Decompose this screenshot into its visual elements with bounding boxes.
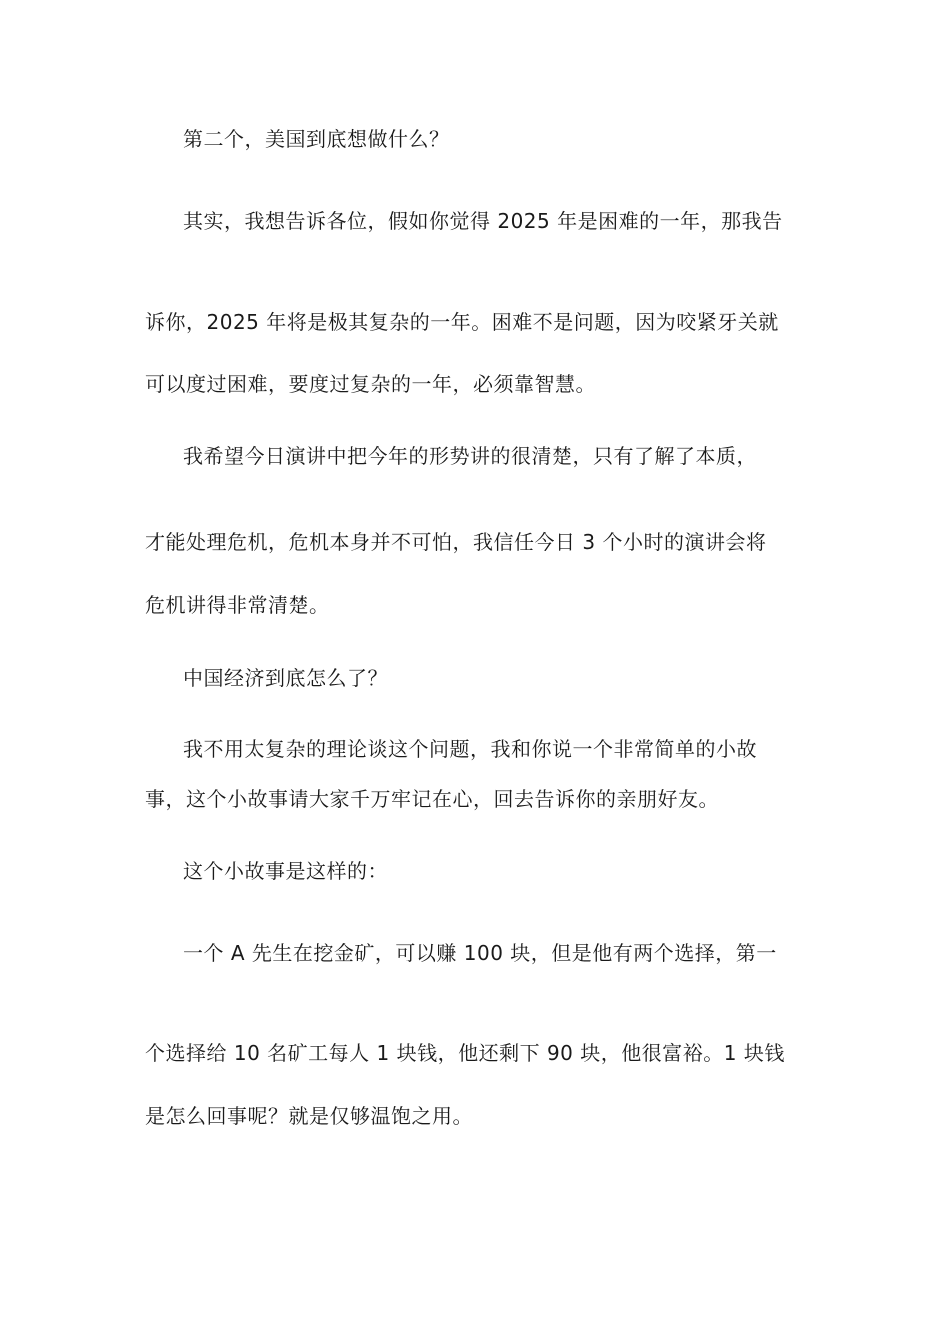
text-line-1: 第二个，美国到底想做什么？ <box>183 127 450 151</box>
text-line-4: 可以度过困难，要度过复杂的一年，必须靠智慧。 <box>145 372 596 396</box>
text-line-9: 我不用太复杂的理论谈这个问题，我和你说一个非常简单的小故 <box>183 737 757 761</box>
text-line-8: 中国经济到底怎么了？ <box>183 666 388 690</box>
text-line-5: 我希望今日演讲中把今年的形势讲的很清楚，只有了解了本质， <box>183 444 757 468</box>
text-line-6: 才能处理危机，危机本身并不可怕，我信任今日 3 个小时的演讲会将 <box>145 530 767 554</box>
text-line-12: 一个 A 先生在挖金矿，可以赚 100 块，但是他有两个选择，第一 <box>183 941 777 965</box>
text-line-14: 是怎么回事呢？就是仅够温饱之用。 <box>145 1104 473 1128</box>
text-line-10: 事，这个小故事请大家千万牢记在心，回去告诉你的亲朋好友。 <box>145 787 719 811</box>
text-line-13: 个选择给 10 名矿工每人 1 块钱，他还剩下 90 块，他很富裕。1 块钱 <box>145 1041 785 1065</box>
text-line-3: 诉你，2025 年将是极其复杂的一年。困难不是问题，因为咬紧牙关就 <box>145 310 779 334</box>
text-line-11: 这个小故事是这样的： <box>183 859 388 883</box>
text-line-2: 其实，我想告诉各位，假如你觉得 2025 年是困难的一年，那我告 <box>183 209 783 233</box>
text-line-7: 危机讲得非常清楚。 <box>145 593 330 617</box>
